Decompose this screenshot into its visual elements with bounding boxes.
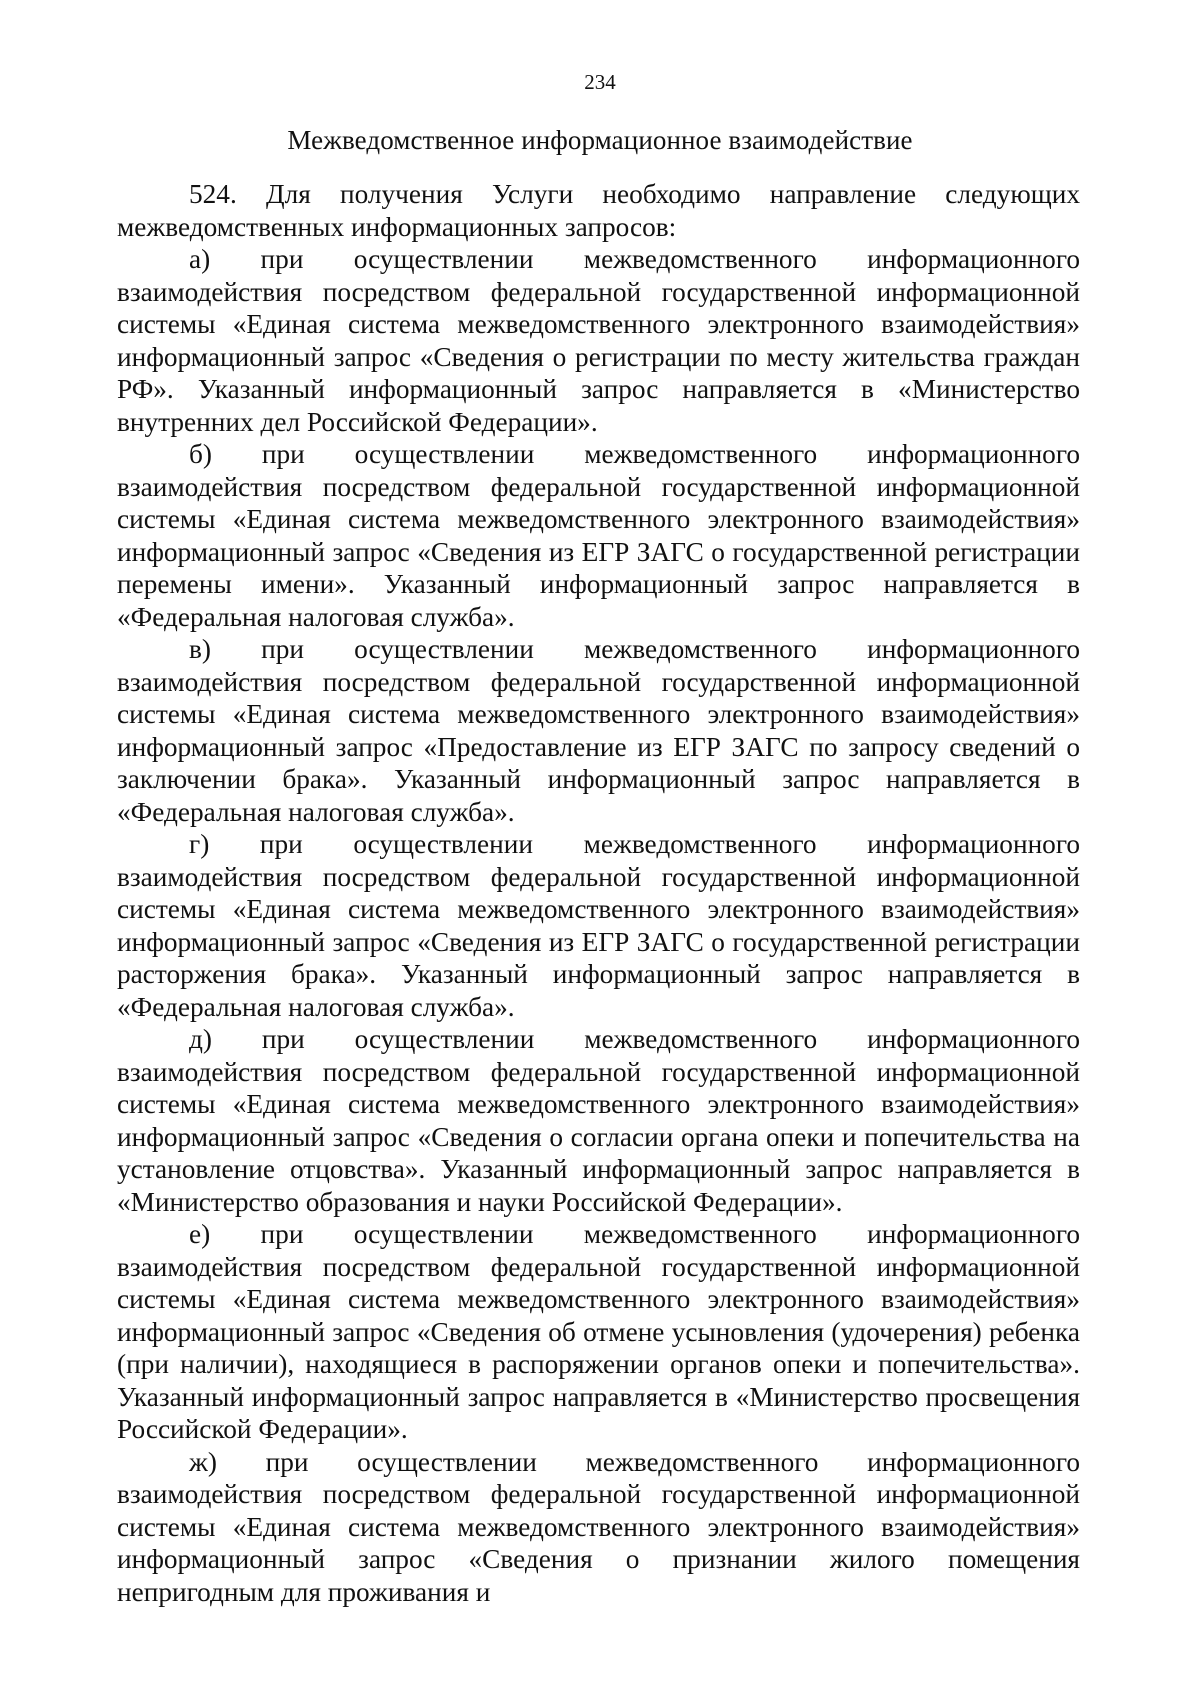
paragraph-d: д) при осуществлении межведомственного информационного взаимодействия посредством федеральной государственной информационной системы «Единая система межведомственного электронного взаимодействия» информационный запрос «Сведения о согласии органа опеки и попечительства на установление отцовства». Указанный информационный запрос направляется в «Министерство образования и науки Российской Федерации». xyxy=(117,1024,1080,1217)
section-title: Межведомственное информационное взаимодействие xyxy=(287,125,913,155)
paragraph-524: 524. Для получения Услуги необходимо направление следующих межведомственных информационных запросов: xyxy=(117,179,1080,242)
paragraph-v: в) при осуществлении межведомственного информационного взаимодействия посредством федеральной государственной информационной системы «Единая система межведомственного электронного взаимодействия» информационный запрос «Предоставление из ЕГР ЗАГС по запросу сведений о заключении брака». Указанный информационный запрос направляется в «Федеральная налоговая служба». xyxy=(117,634,1080,827)
document-body xyxy=(117,178,1080,1608)
paragraph-a: а) при осуществлении межведомственного информационного взаимодействия посредством федеральной государственной информационной системы «Единая система межведомственного электронного взаимодействия» информационный запрос «Сведения о регистрации по месту жительства граждан РФ». Указанный информационный запрос направляется в «Министерство внутренних дел Российской Федерации». xyxy=(117,244,1080,437)
paragraph-e: е) при осуществлении межведомственного информационного взаимодействия посредством федеральной государственной информационной системы «Единая система межведомственного электронного взаимодействия» информационный запрос «Сведения об отмене усыновления (удочерения) ребенка (при наличии), находящиеся в распоряжении органов опеки и попечительства». Указанный информационный запрос направляется в «Министерство просвещения Российской Федерации». xyxy=(117,1219,1080,1444)
paragraph-b: б) при осуществлении межведомственного информационного взаимодействия посредством федеральной государственной информационной системы «Единая система межведомственного электронного взаимодействия» информационный запрос «Сведения из ЕГР ЗАГС о государственной регистрации перемены имени». Указанный информационный запрос направляется в «Федеральная налоговая служба». xyxy=(117,439,1080,632)
paragraph-g: г) при осуществлении межведомственного информационного взаимодействия посредством федеральной государственной информационной системы «Единая система межведомственного электронного взаимодействия» информационный запрос «Сведения из ЕГР ЗАГС о государственной регистрации расторжения брака». Указанный информационный запрос направляется в «Федеральная налоговая служба». xyxy=(117,829,1080,1022)
page-number: 234 xyxy=(584,70,616,94)
paragraph-zh: ж) при осуществлении межведомственного информационного взаимодействия посредством федеральной государственной информационной системы «Единая система межведомственного электронного взаимодействия» информационный запрос «Сведения о признании жилого помещения непригодным для проживания и xyxy=(117,1446,1080,1607)
